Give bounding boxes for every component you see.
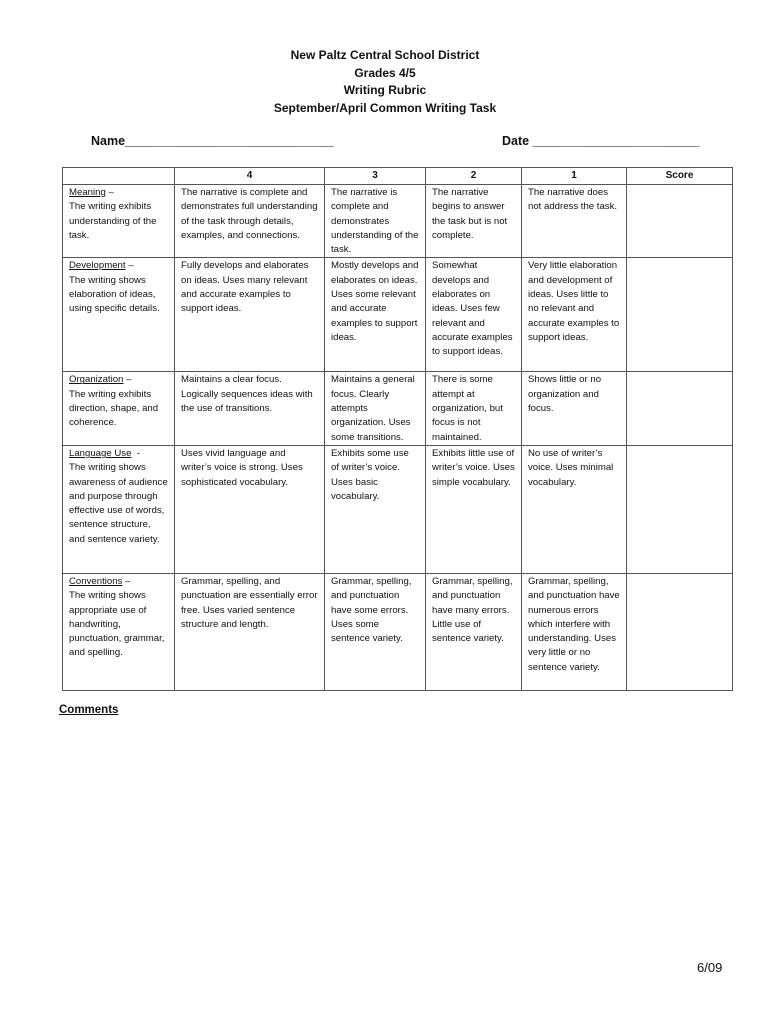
rubric-row — [63, 445, 733, 573]
level-3-descriptor: Exhibits some use of writer’s voice. Uses basic vocabulary. — [325, 445, 426, 573]
level-4-header: 4 — [175, 168, 325, 185]
level-3-descriptor: The narrative is complete and demonstrates understanding of the task. — [325, 185, 426, 258]
level-1-descriptor: No use of writer’s voice. Uses minimal vocabulary. — [522, 445, 627, 573]
rubric-row — [63, 372, 733, 445]
criterion-name: Language Use — [69, 447, 132, 459]
criterion-dash: – — [125, 260, 134, 272]
score-cell[interactable] — [627, 372, 733, 445]
level-1-descriptor: Grammar, spelling, and punctuation have numerous errors which interfere with understanding. Uses very little or no sentence variety. — [522, 573, 627, 690]
level-2-descriptor: There is some attempt at organization, but focus is not maintained. — [426, 372, 522, 445]
rubric-row — [63, 573, 733, 690]
level-1-descriptor: Very little elaboration and development of ideas. Uses little to no relevant and accurate examples to support ideas. — [522, 258, 627, 372]
criterion-name: Development — [69, 260, 126, 272]
rubric-row — [63, 258, 733, 372]
criterion-description: The writing exhibits understanding of the task. — [69, 201, 157, 241]
rubric-row — [63, 185, 733, 258]
task-name: September/April Common Writing Task — [273, 100, 497, 115]
level-2-descriptor: The narrative begins to answer the task but is not complete. — [426, 185, 522, 258]
date-field[interactable]: Date ________________________ — [502, 134, 700, 148]
level-4-descriptor: Uses vivid language and writer’s voice is strong. Uses sophisticated vocabulary. — [175, 445, 325, 573]
level-4-descriptor: Maintains a clear focus. Logically sequences ideas with the use of transitions. — [175, 372, 325, 445]
criterion-cell — [63, 258, 175, 372]
criterion-dash: – — [122, 575, 131, 587]
level-3-descriptor: Grammar, spelling, and punctuation have some errors. Uses some sentence variety. — [325, 573, 426, 690]
level-2-descriptor: Somewhat develops and elaborates on ideas. Uses few relevant and accurate examples to support ideas. — [426, 258, 522, 372]
criterion-name: Organization — [69, 374, 124, 386]
criterion-description: The writing shows elaboration of ideas, using specific details. — [69, 274, 160, 315]
score-cell[interactable] — [627, 258, 733, 372]
level-2-descriptor: Exhibits little use of writer’s voice. Uses simple vocabulary. — [426, 445, 522, 573]
level-1-header: 1 — [522, 168, 627, 185]
criterion-dash: – — [105, 187, 114, 198]
rubric-title: Writing Rubric — [343, 83, 427, 97]
rubric-header-row — [63, 168, 733, 185]
criterion-column-header — [63, 168, 175, 185]
level-3-header: 3 — [325, 168, 426, 185]
score-cell[interactable] — [627, 185, 733, 258]
criterion-description: The writing shows appropriate use of handwriting, punctuation, grammar, and spelling. — [69, 590, 165, 659]
criterion-cell — [63, 372, 175, 445]
rubric-table — [62, 167, 733, 691]
score-header: Score — [627, 168, 733, 185]
level-1-descriptor: Shows little or no organization and focus. — [522, 372, 627, 445]
level-2-header: 2 — [426, 168, 522, 185]
level-1-descriptor: The narrative does not address the task. — [522, 185, 627, 258]
score-cell[interactable] — [627, 445, 733, 573]
criterion-dash: - — [131, 447, 140, 459]
criterion-description: The writing exhibits direction, shape, and coherence. — [69, 388, 159, 429]
criterion-name: Conventions — [69, 575, 123, 587]
criterion-name: Meaning — [69, 187, 106, 198]
level-4-descriptor: Grammar, spelling, and punctuation are essentially error free. Uses varied sentence structure and length. — [175, 573, 325, 690]
score-cell[interactable] — [627, 573, 733, 690]
document-header — [0, 47, 770, 117]
criterion-cell — [63, 573, 175, 690]
level-4-descriptor: Fully develops and elaborates on ideas. Uses many relevant and accurate examples to support ideas. — [175, 258, 325, 372]
level-3-descriptor: Maintains a general focus. Clearly attempts organization. Uses some transitions. — [325, 372, 426, 445]
level-3-descriptor: Mostly develops and elaborates on ideas. Uses some relevant and accurate examples to support ideas. — [325, 258, 426, 372]
level-2-descriptor: Grammar, spelling, and punctuation have many errors. Little use of sentence variety. — [426, 573, 522, 690]
level-4-descriptor: The narrative is complete and demonstrates full understanding of the task through details, examples, and connections. — [175, 185, 325, 258]
revision-date: 6/09 — [697, 960, 723, 975]
criterion-dash: – — [123, 374, 132, 386]
criterion-cell — [63, 185, 175, 258]
name-field[interactable]: Name______________________________ — [91, 134, 334, 148]
criterion-description: The writing shows awareness of audience and purpose through effective use of words, sentence structure, and sentence variety. — [69, 462, 168, 545]
district-name: New Paltz Central School District — [290, 48, 480, 62]
comments-label: Comments — [59, 704, 119, 716]
criterion-cell — [63, 445, 175, 573]
grade-levels: Grades 4/5 — [354, 65, 416, 80]
